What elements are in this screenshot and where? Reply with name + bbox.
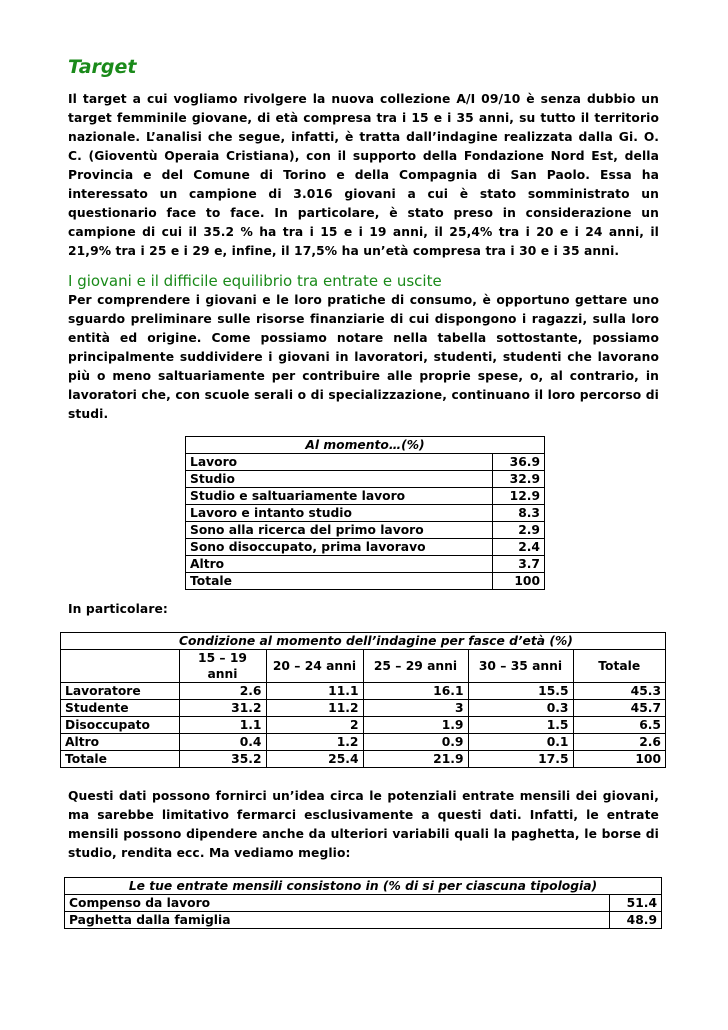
document-page xyxy=(65,56,661,929)
table-row xyxy=(65,912,662,929)
col-header: Totale xyxy=(573,650,666,683)
target-paragraph: Il target a cui vogliamo rivolgere la nuova collezione A/I 09/10 è senza dubbio un target femminile giovane, di età compresa tra i 15 e i 35 anni, su tutto il territorio nazionale. L’analisi che segue, infatti, è tratta dall’indagine realizzata dalla Gi. O. C. (Gioventù Operaia Cristiana), con il supporto della Fondazione Nord Est, della Provincia e del Comune di Torino e della Compagnia di San Paolo. Essa ha interessato un campione di 3.016 giovani a cui è stato somministrato un questionario face to face. In particolare, è stato preso in considerazione un campione di cui il 35.2 % ha tra i 15 e i 19 anni, il 25,4% tra i 20 e i 24 anni, il 21,9% tra i 25 e i 29 e, infine, il 17,5% ha un’età compresa tra i 30 e i 35 anni. xyxy=(68,92,659,258)
row-value: 2.9 xyxy=(493,522,545,539)
cell: 45.7 xyxy=(573,700,666,717)
cell: 11.2 xyxy=(266,700,363,717)
row-label: Studio e saltuariamente lavoro xyxy=(186,488,493,505)
table-row xyxy=(186,573,545,590)
row-label: Lavoro e intanto studio xyxy=(186,505,493,522)
row-value: 32.9 xyxy=(493,471,545,488)
row-label: Compenso da lavoro xyxy=(65,895,610,912)
table-condizione-eta xyxy=(60,632,666,768)
cell: 16.1 xyxy=(363,683,468,700)
row-label: Lavoro xyxy=(186,454,493,471)
table2-header: Condizione al momento dell’indagine per fasce d’età (%) xyxy=(179,633,666,650)
cell: 45.3 xyxy=(573,683,666,700)
cell: 6.5 xyxy=(573,717,666,734)
table-al-momento xyxy=(185,436,545,590)
row-value: 36.9 xyxy=(493,454,545,471)
table-row xyxy=(65,895,662,912)
table-row xyxy=(186,471,545,488)
cell: 3 xyxy=(363,700,468,717)
cell: 11.1 xyxy=(266,683,363,700)
table-row xyxy=(186,556,545,573)
table-row xyxy=(61,734,666,751)
row-label: Totale xyxy=(186,573,493,590)
table-entrate-mensili xyxy=(64,877,662,929)
row-label: Disoccupato xyxy=(61,717,180,734)
table-row xyxy=(186,522,545,539)
cell: 15.5 xyxy=(468,683,573,700)
cell: 1.9 xyxy=(363,717,468,734)
table-row xyxy=(186,539,545,556)
cell: 31.2 xyxy=(179,700,266,717)
cell: 1.1 xyxy=(179,717,266,734)
row-label: Lavoratore xyxy=(61,683,180,700)
cell: 17.5 xyxy=(468,751,573,768)
row-value: 12.9 xyxy=(493,488,545,505)
section-title-giovani: I giovani e il difficile equilibrio tra entrate e uscite xyxy=(68,272,442,290)
row-value: 100 xyxy=(493,573,545,590)
cell: 100 xyxy=(573,751,666,768)
row-value: 48.9 xyxy=(610,912,662,929)
table-row xyxy=(61,683,666,700)
row-label: Altro xyxy=(186,556,493,573)
col-header: 15 – 19 xyxy=(179,650,266,667)
entrate-paragraph: Questi dati possono fornirci un’idea circa le potenziali entrate mensili dei giovani, ma sarebbe limitativo fermarci esclusivamente a questi dati. Infatti, le entrate mensili possono dipendere anche da ulteriori variabili quali la paghetta, le borse di studio, rendita ecc. Ma vediamo meglio: xyxy=(68,789,659,860)
cell: 0.3 xyxy=(468,700,573,717)
row-label: Studio xyxy=(186,471,493,488)
cell: 21.9 xyxy=(363,751,468,768)
row-value: 51.4 xyxy=(610,895,662,912)
cell: 0.9 xyxy=(363,734,468,751)
row-label: Altro xyxy=(61,734,180,751)
table-row xyxy=(186,505,545,522)
cell: 2.6 xyxy=(573,734,666,751)
cell: 2.6 xyxy=(179,683,266,700)
table-row xyxy=(186,488,545,505)
giovani-paragraph: Per comprendere i giovani e le loro pratiche di consumo, è opportuno gettare uno sguardo preliminare sulle risorse finanziarie di cui dispongono i ragazzi, sulla loro entità ed origine. Come possiamo notare nella tabella sottostante, possiamo principalmente suddividere i giovani in lavoratori, studenti, studenti che lavorano più o meno saltuariamente per contribuire alle proprie spese, o, al contrario, in lavoratori che, con scuole serali o di specializzazione, continuano il loro percorso di studi. xyxy=(68,293,659,421)
col-header: 25 – 29 anni xyxy=(363,650,468,683)
row-label: Sono disoccupato, prima lavoravo xyxy=(186,539,493,556)
in-particolare-label: In particolare: xyxy=(68,602,168,616)
cell: 0.4 xyxy=(179,734,266,751)
row-label: Studente xyxy=(61,700,180,717)
row-value: 3.7 xyxy=(493,556,545,573)
table-row xyxy=(61,700,666,717)
cell: 2 xyxy=(266,717,363,734)
row-value: 2.4 xyxy=(493,539,545,556)
col-header: 30 – 35 anni xyxy=(468,650,573,683)
section-title-target: Target xyxy=(68,56,137,78)
table-row xyxy=(61,717,666,734)
col-header: 20 – 24 anni xyxy=(266,650,363,683)
cell: 25.4 xyxy=(266,751,363,768)
table-row xyxy=(186,454,545,471)
row-label: Sono alla ricerca del primo lavoro xyxy=(186,522,493,539)
col-header-line2: anni xyxy=(179,666,266,683)
row-label: Paghetta dalla famiglia xyxy=(65,912,610,929)
cell: 0.1 xyxy=(468,734,573,751)
cell: 1.2 xyxy=(266,734,363,751)
cell: 1.5 xyxy=(468,717,573,734)
row-value: 8.3 xyxy=(493,505,545,522)
table3-header: Le tue entrate mensili consistono in (% di si per ciascuna tipologia) xyxy=(65,878,662,895)
cell: 35.2 xyxy=(179,751,266,768)
table-row xyxy=(61,751,666,768)
table1-header: Al momento…(%) xyxy=(186,437,545,454)
row-label: Totale xyxy=(61,751,180,768)
